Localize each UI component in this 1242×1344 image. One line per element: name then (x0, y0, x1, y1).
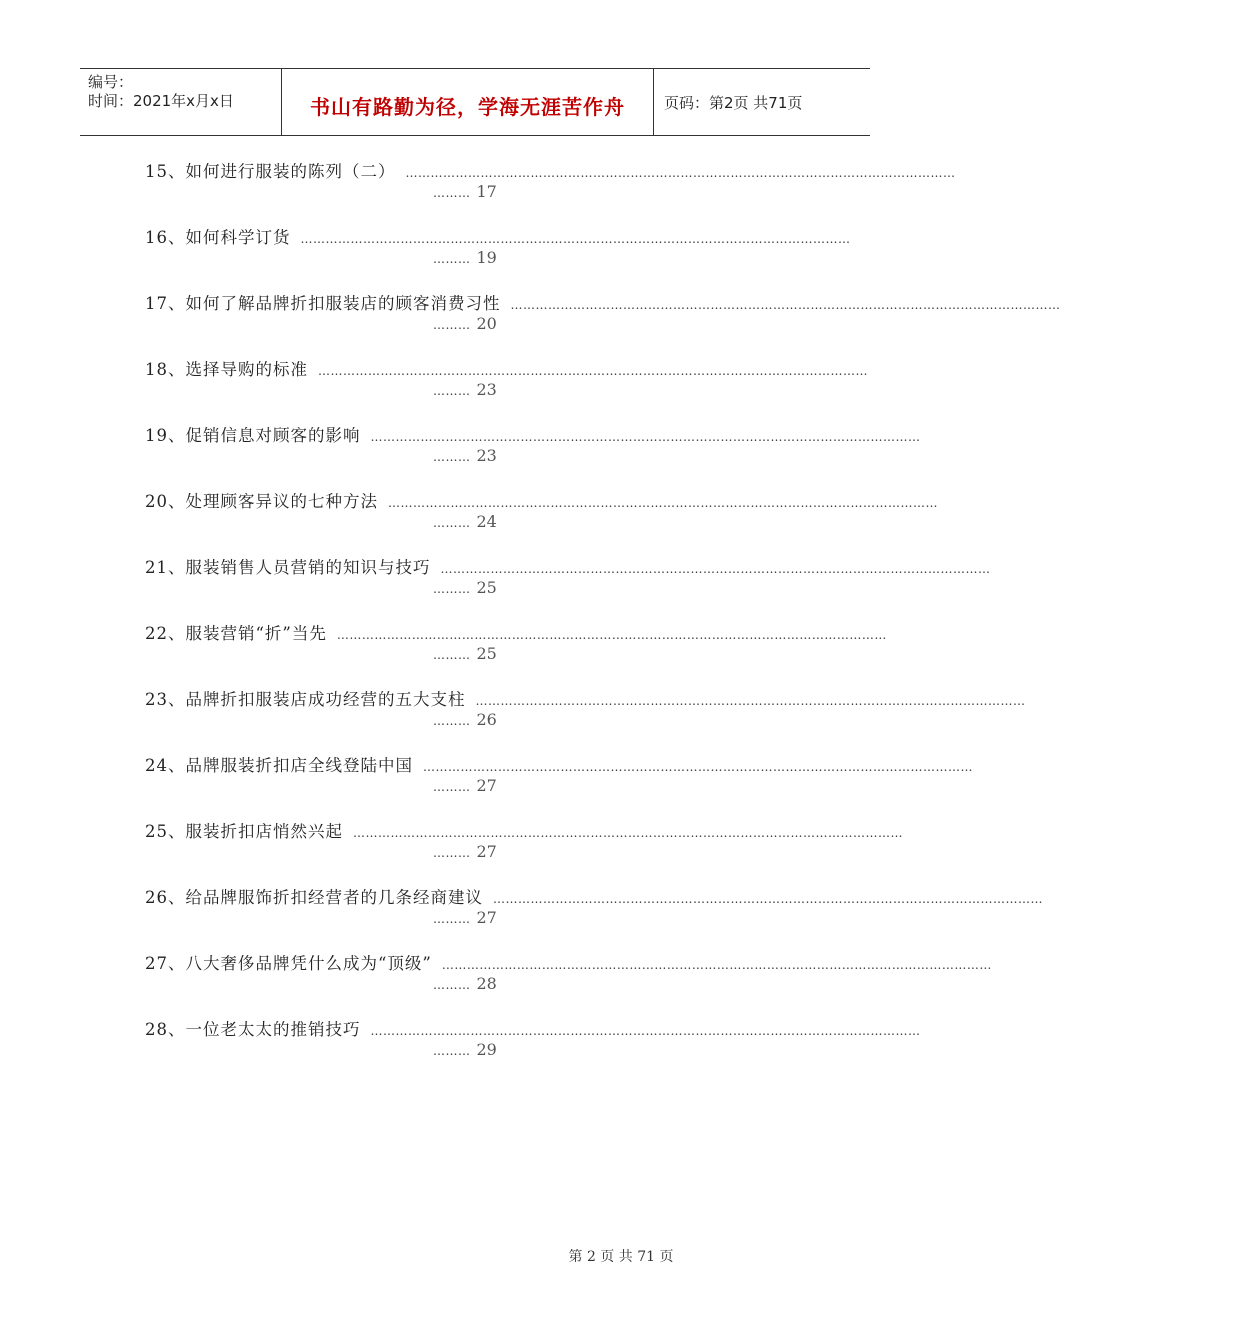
toc-entry-page: 27 (476, 842, 497, 861)
toc-leader-dots: …………………………………………………………………………………………………………………… (318, 364, 868, 378)
toc-leader-dots-short: ……… (433, 1044, 471, 1058)
toc-entry-page: 25 (476, 644, 497, 663)
toc-leader-dots: …………………………………………………………………………………………………………………… (510, 298, 1061, 312)
toc-entry-page-line (433, 578, 497, 597)
header-page-info: 页码：第2页 共71页 (664, 93, 803, 112)
toc-leader-dots: …………………………………………………………………………………………………………………… (336, 628, 887, 642)
toc-entry-page: 25 (476, 578, 497, 597)
toc-entry-page-line (433, 182, 497, 201)
toc-entry-line (145, 290, 1061, 314)
table-of-contents (145, 158, 1061, 1082)
toc-entry-page-line (433, 1040, 497, 1059)
toc-entry[interactable] (145, 950, 992, 1016)
toc-entry[interactable] (145, 158, 956, 224)
toc-entry[interactable] (145, 752, 973, 818)
toc-entry-title: 27、八大奢侈品牌凭什么成为“顶级” (145, 954, 432, 973)
toc-leader-dots-short: ……… (433, 450, 471, 464)
toc-entry-line (145, 752, 973, 776)
toc-entry[interactable] (145, 884, 1043, 950)
page-header (80, 68, 870, 136)
toc-leader-dots-short: ……… (433, 846, 471, 860)
toc-entry-line (145, 884, 1043, 908)
toc-entry-page-line (433, 512, 497, 531)
toc-entry-page-line (433, 314, 497, 333)
toc-entry[interactable] (145, 356, 868, 422)
toc-entry-page: 20 (476, 314, 497, 333)
toc-leader-dots-short: ……… (433, 978, 471, 992)
toc-entry[interactable] (145, 1016, 921, 1082)
toc-entry-page-line (433, 710, 497, 729)
toc-entry-title: 20、处理顾客异议的七种方法 (145, 492, 378, 511)
toc-leader-dots-short: ……… (433, 384, 471, 398)
toc-entry[interactable] (145, 620, 887, 686)
toc-entry-page-line (433, 446, 497, 465)
toc-entry-page: 27 (476, 908, 497, 927)
toc-entry[interactable] (145, 686, 1026, 752)
toc-entry-title: 23、品牌折扣服装店成功经营的五大支柱 (145, 690, 466, 709)
toc-leader-dots-short: ……… (433, 714, 471, 728)
toc-entry-page: 23 (476, 446, 497, 465)
toc-entry[interactable] (145, 290, 1061, 356)
toc-entry-page-line (433, 974, 497, 993)
toc-leader-dots: …………………………………………………………………………………………………………………… (423, 760, 973, 774)
toc-entry-page-line (433, 380, 497, 399)
toc-leader-dots-short: ……… (433, 252, 471, 266)
toc-entry[interactable] (145, 488, 938, 554)
toc-entry-line (145, 818, 903, 842)
toc-leader-dots: …………………………………………………………………………………………………………………… (493, 892, 1043, 906)
toc-leader-dots-short: ……… (433, 912, 471, 926)
toc-entry-title: 18、选择导购的标准 (145, 360, 308, 379)
toc-entry-page: 23 (476, 380, 497, 399)
toc-entry-line (145, 158, 956, 182)
toc-entry-line (145, 1016, 921, 1040)
toc-leader-dots: …………………………………………………………………………………………………………………… (300, 232, 851, 246)
toc-entry-line (145, 356, 868, 380)
toc-entry-title: 16、如何科学订货 (145, 228, 291, 247)
toc-leader-dots-short: ……… (433, 516, 471, 530)
toc-entry-page: 19 (476, 248, 497, 267)
toc-entry-line (145, 686, 1026, 710)
toc-entry-title: 19、促销信息对顾客的影响 (145, 426, 361, 445)
toc-entry[interactable] (145, 422, 921, 488)
toc-entry-line (145, 488, 938, 512)
toc-entry-page: 28 (476, 974, 497, 993)
toc-entry-title: 25、服装折扣店悄然兴起 (145, 822, 343, 841)
toc-entry-page: 17 (476, 182, 497, 201)
toc-entry-page-line (433, 644, 497, 663)
toc-entry[interactable] (145, 554, 991, 620)
toc-entry-line (145, 554, 991, 578)
toc-leader-dots: …………………………………………………………………………………………………………………… (370, 430, 921, 444)
toc-leader-dots: …………………………………………………………………………………………………………………… (370, 1024, 921, 1038)
toc-leader-dots-short: ……… (433, 780, 471, 794)
toc-entry-line (145, 950, 992, 974)
toc-entry-page: 29 (476, 1040, 497, 1059)
toc-leader-dots-short: ……… (433, 582, 471, 596)
header-meta (80, 69, 282, 135)
page-footer: 第 2 页 共 71 页 (568, 1249, 674, 1265)
toc-entry-page-line (433, 776, 497, 795)
toc-entry-page-line (433, 908, 497, 927)
toc-leader-dots: …………………………………………………………………………………………………………………… (441, 958, 992, 972)
toc-leader-dots: …………………………………………………………………………………………………………………… (388, 496, 938, 510)
header-motto: 书山有路勤为径，学海无涯苦作舟 (282, 69, 654, 135)
toc-entry-title: 28、一位老太太的推销技巧 (145, 1020, 361, 1039)
toc-leader-dots-short: ……… (433, 186, 471, 200)
toc-entry-page-line (433, 248, 497, 267)
toc-entry-title: 15、如何进行服装的陈列（二） (145, 162, 396, 181)
toc-leader-dots: …………………………………………………………………………………………………………………… (353, 826, 903, 840)
toc-entry[interactable] (145, 818, 903, 884)
toc-leader-dots: …………………………………………………………………………………………………………………… (475, 694, 1026, 708)
toc-leader-dots: …………………………………………………………………………………………………………………… (440, 562, 991, 576)
toc-entry-page: 26 (476, 710, 497, 729)
toc-entry-page-line (433, 842, 497, 861)
toc-entry-title: 17、如何了解品牌折扣服装店的顾客消费习性 (145, 294, 501, 313)
toc-entry-title: 22、服装营销“折”当先 (145, 624, 327, 643)
number-label: 编号： (88, 73, 134, 91)
toc-entry-line (145, 620, 887, 644)
toc-leader-dots-short: ……… (433, 318, 471, 332)
toc-entry-title: 21、服装销售人员营销的知识与技巧 (145, 558, 431, 577)
date-label: 时间：2021年x月x日 (88, 92, 234, 110)
toc-entry-page: 27 (476, 776, 497, 795)
toc-entry-title: 24、品牌服装折扣店全线登陆中国 (145, 756, 413, 775)
toc-leader-dots: …………………………………………………………………………………………………………………… (405, 166, 956, 180)
toc-leader-dots-short: ……… (433, 648, 471, 662)
toc-entry-line (145, 224, 851, 248)
toc-entry-title: 26、给品牌服饰折扣经营者的几条经商建议 (145, 888, 483, 907)
toc-entry-line (145, 422, 921, 446)
toc-entry[interactable] (145, 224, 851, 290)
toc-entry-page: 24 (476, 512, 497, 531)
